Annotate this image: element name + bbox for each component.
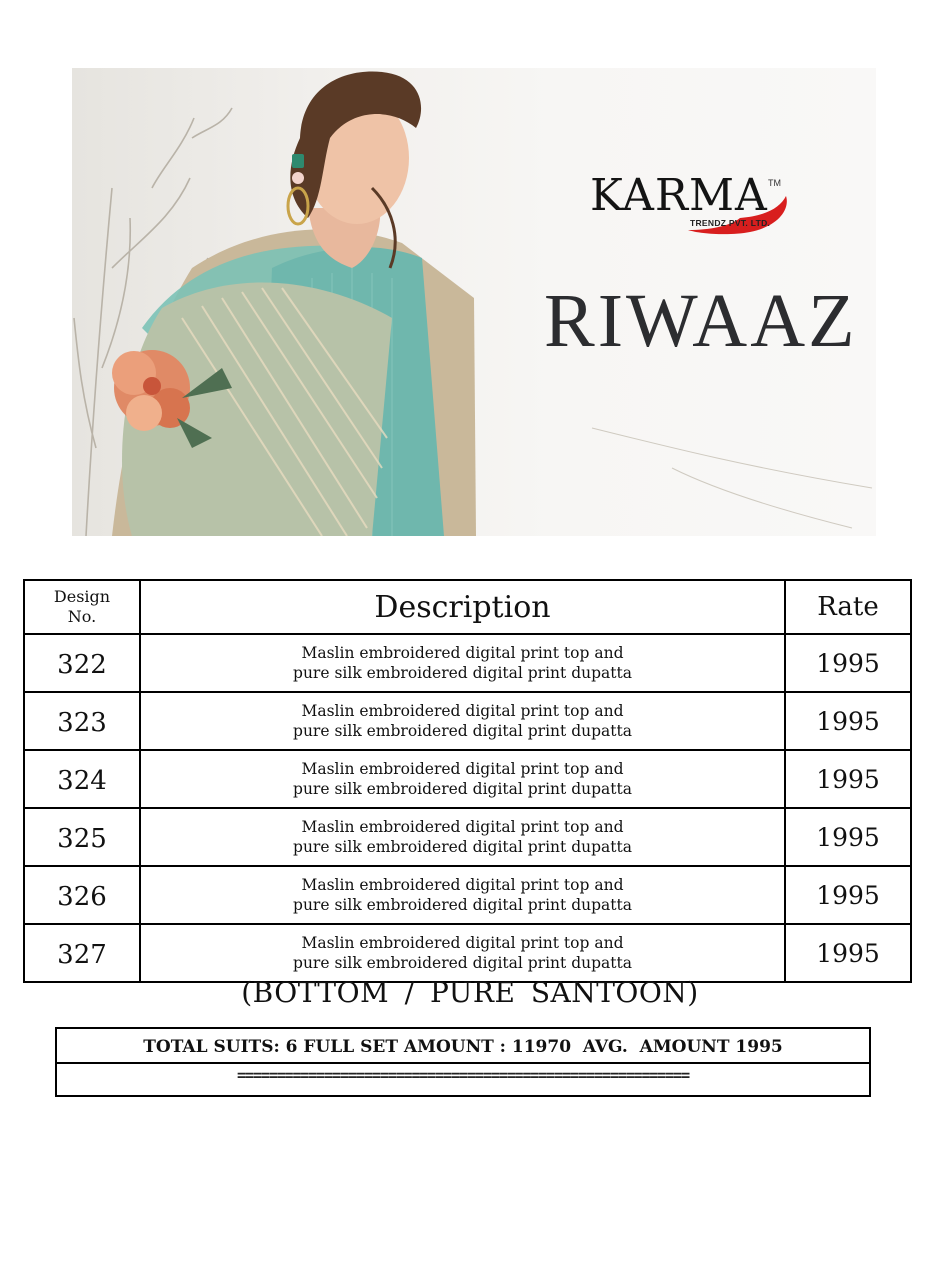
summary-totals: TOTAL SUITS: 6 FULL SET AMOUNT : 11970 AVG. AMOUNT 1995 xyxy=(57,1029,869,1064)
table-row xyxy=(24,692,911,750)
design-description xyxy=(140,924,785,982)
description-line-1: Maslin embroidered digital print top and xyxy=(301,644,624,662)
header-design-no xyxy=(24,580,140,634)
table-row xyxy=(24,924,911,982)
header-design-label: Design xyxy=(53,587,111,606)
design-description xyxy=(140,808,785,866)
design-description xyxy=(140,692,785,750)
description-line-2: pure silk embroidered digital print dupatta xyxy=(293,954,632,972)
logo-subtitle: TRENDZ PVT. LTD. xyxy=(690,218,771,228)
design-description xyxy=(140,866,785,924)
hero-banner xyxy=(72,68,876,536)
table-row xyxy=(24,866,911,924)
summary-divider: ========================================================= xyxy=(236,1066,690,1084)
design-number: 323 xyxy=(24,692,140,750)
logo-swoosh-icon xyxy=(590,168,800,240)
design-price-table xyxy=(23,579,912,983)
design-description xyxy=(140,750,785,808)
logo-trademark: TM xyxy=(768,178,781,188)
table-row xyxy=(24,808,911,866)
collection-title: RIWAAZ xyxy=(544,279,858,363)
design-number: 327 xyxy=(24,924,140,982)
design-description xyxy=(140,634,785,692)
design-number: 325 xyxy=(24,808,140,866)
description-line-2: pure silk embroidered digital print dupatta xyxy=(293,838,632,856)
description-line-2: pure silk embroidered digital print dupatta xyxy=(293,896,632,914)
description-line-2: pure silk embroidered digital print dupatta xyxy=(293,722,632,740)
bottom-fabric-note: (BOTTOM / PURE SANTOON) xyxy=(241,976,699,1009)
brand-logo xyxy=(590,168,800,240)
description-line-1: Maslin embroidered digital print top and xyxy=(301,702,624,720)
design-rate: 1995 xyxy=(785,924,911,982)
table-row xyxy=(24,750,911,808)
design-number: 324 xyxy=(24,750,140,808)
table-header-row xyxy=(24,580,911,634)
design-number: 326 xyxy=(24,866,140,924)
description-line-1: Maslin embroidered digital print top and xyxy=(301,876,624,894)
table-row xyxy=(24,634,911,692)
logo-wordmark: KARMA xyxy=(590,170,768,221)
design-rate: 1995 xyxy=(785,866,911,924)
summary-box xyxy=(55,1027,871,1097)
description-line-2: pure silk embroidered digital print dupatta xyxy=(293,664,632,682)
description-line-2: pure silk embroidered digital print dupatta xyxy=(293,780,632,798)
description-line-1: Maslin embroidered digital print top and xyxy=(301,934,624,952)
design-rate: 1995 xyxy=(785,750,911,808)
header-description: Description xyxy=(140,580,785,634)
design-rate: 1995 xyxy=(785,634,911,692)
design-number: 322 xyxy=(24,634,140,692)
design-rate: 1995 xyxy=(785,692,911,750)
header-rate: Rate xyxy=(785,580,911,634)
header-design-sublabel: No. xyxy=(67,607,97,626)
description-line-1: Maslin embroidered digital print top and xyxy=(301,760,624,778)
description-line-1: Maslin embroidered digital print top and xyxy=(301,818,624,836)
design-rate: 1995 xyxy=(785,808,911,866)
